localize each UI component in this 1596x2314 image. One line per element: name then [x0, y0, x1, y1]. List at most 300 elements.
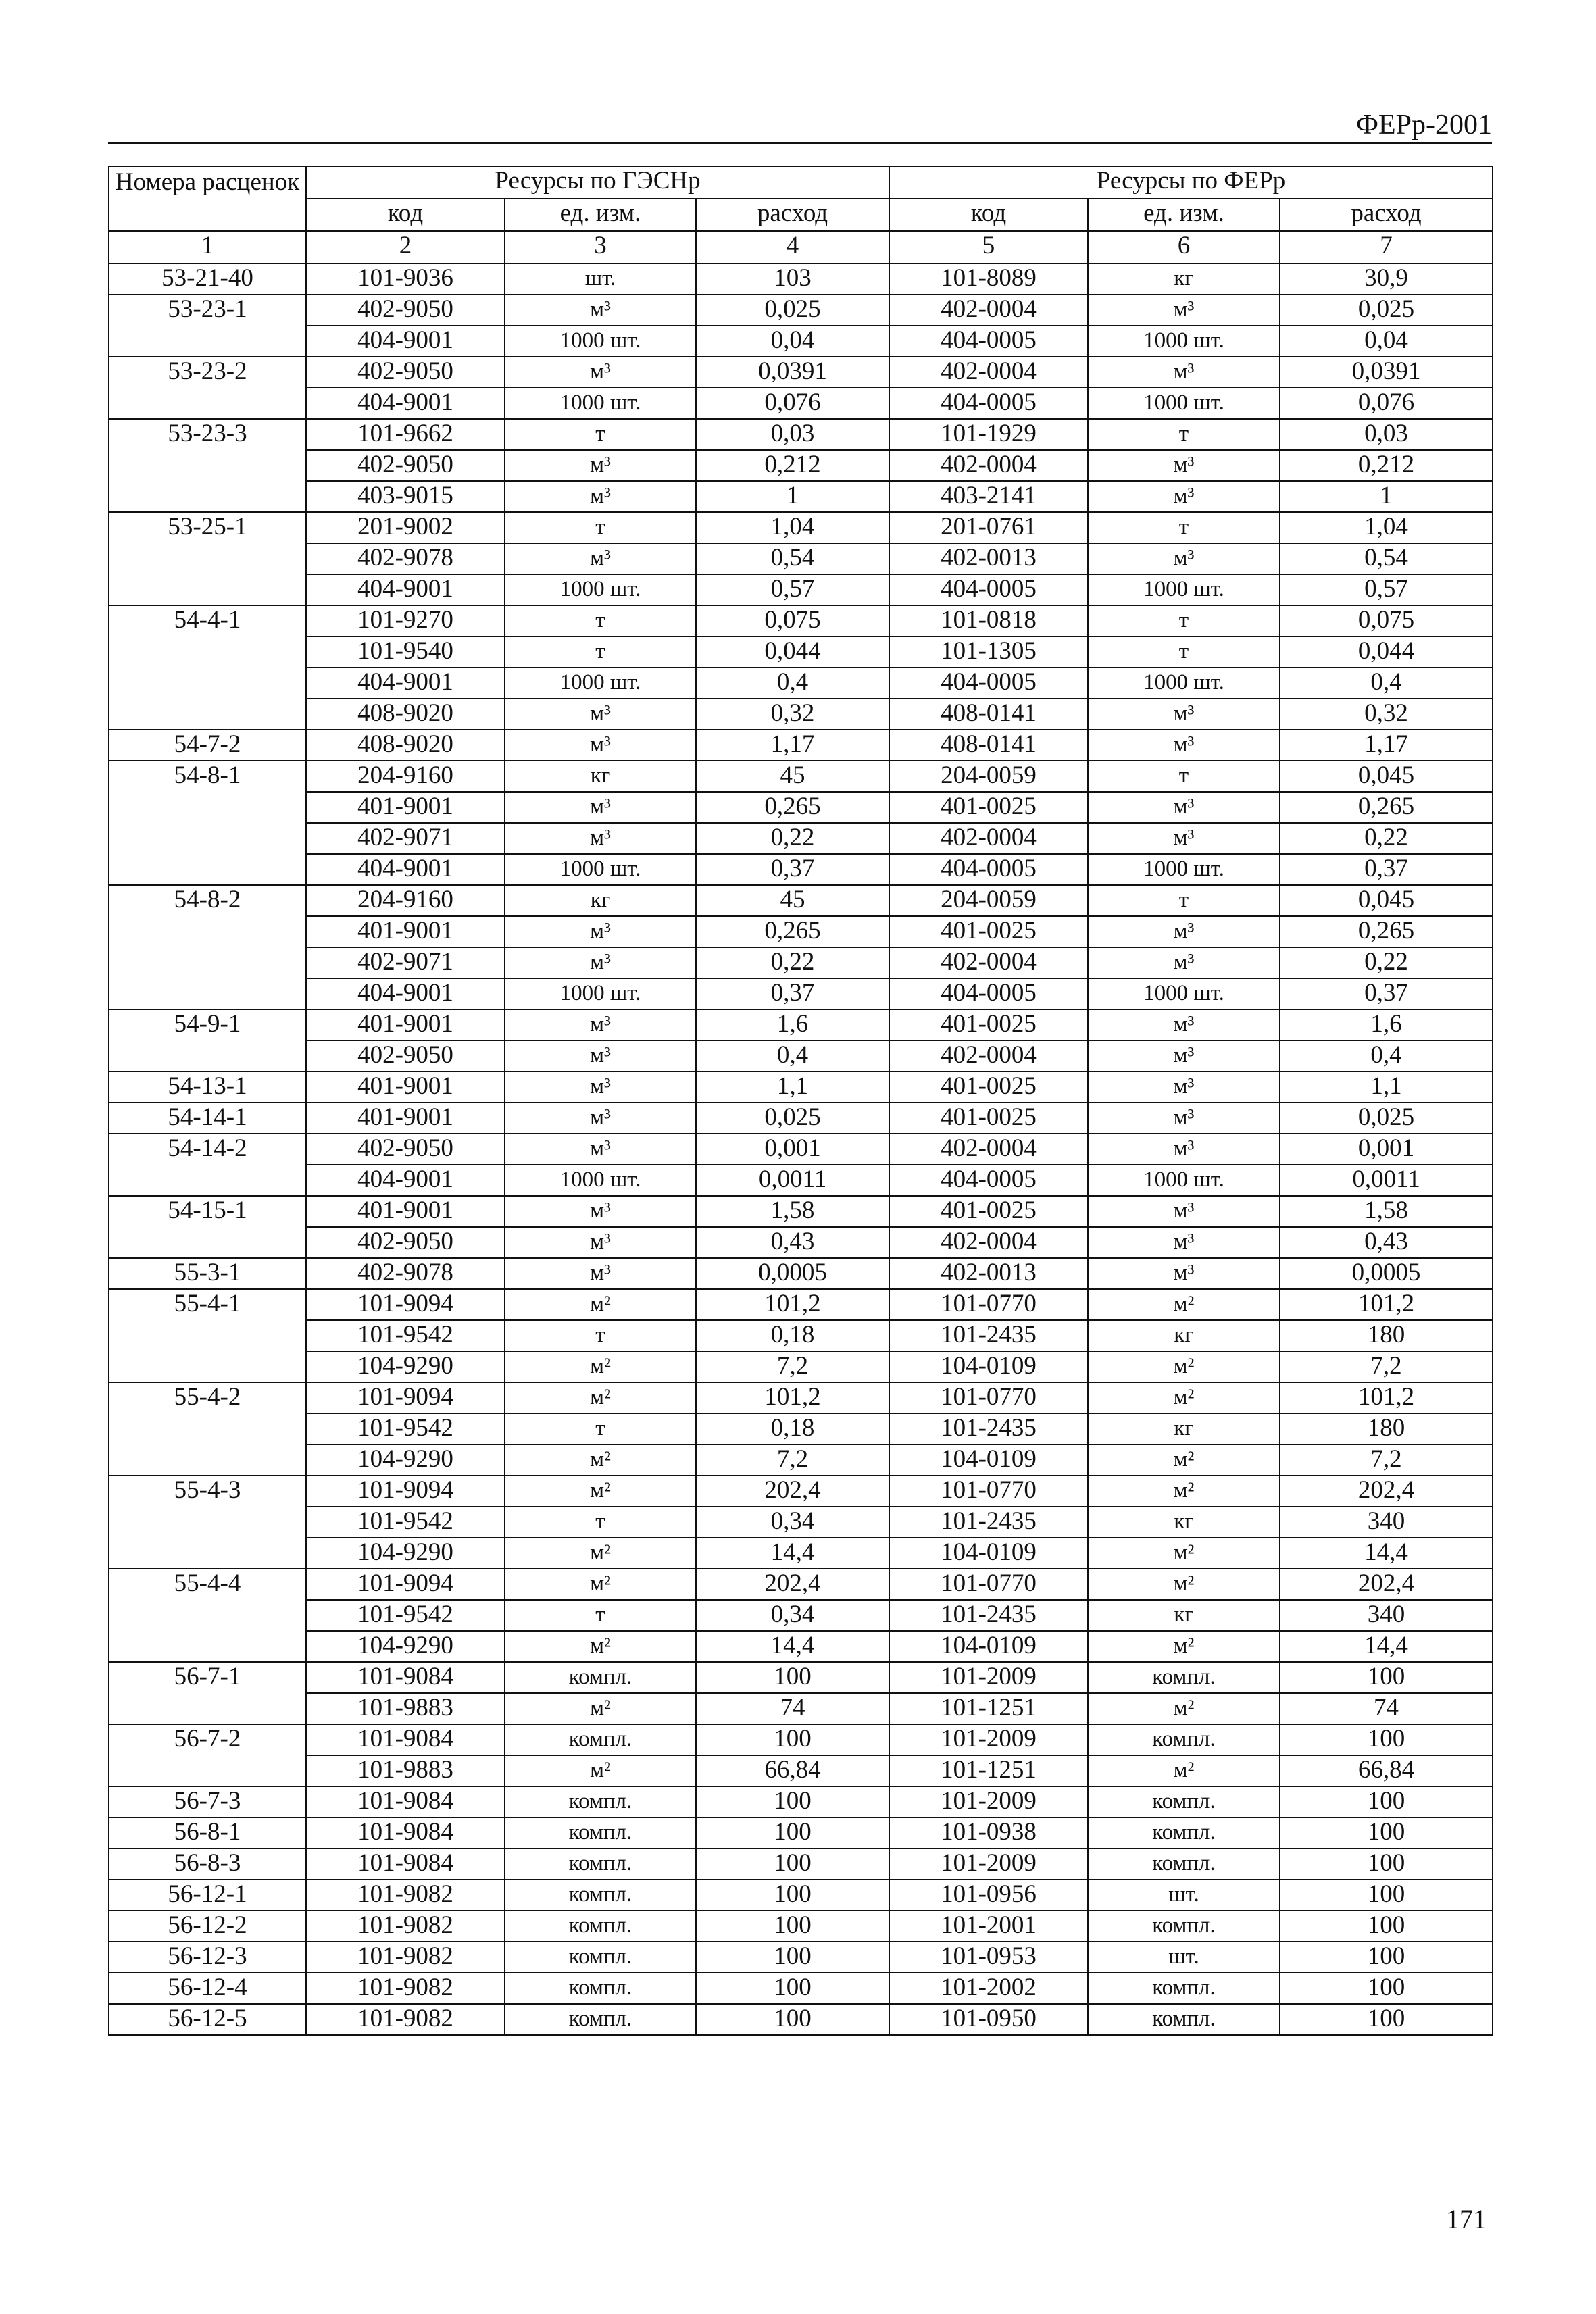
fer-unit-cell: кг: [1088, 263, 1280, 295]
fer-code-cell: 101-0956: [889, 1880, 1088, 1911]
fer-usage-cell: 0,4: [1280, 1040, 1493, 1072]
fer-unit-cell: м²: [1088, 1755, 1280, 1786]
column-number: 3: [505, 231, 696, 263]
fer-code-cell: 401-0025: [889, 792, 1088, 823]
rate-number-cell: 53-23-3: [109, 419, 306, 512]
gesn-unit-cell: м²: [505, 1538, 696, 1569]
table-row: [109, 1258, 1493, 1289]
gesn-code-cell: 402-9050: [306, 295, 505, 326]
fer-code-cell: 101-1929: [889, 419, 1088, 450]
fer-code-cell: 101-2435: [889, 1600, 1088, 1631]
table-row: [109, 1600, 1493, 1631]
gesn-code-cell: 401-9001: [306, 792, 505, 823]
table-row: [109, 1755, 1493, 1786]
gesn-unit-cell: м³: [505, 481, 696, 512]
fer-code-cell: 101-0770: [889, 1569, 1088, 1600]
gesn-usage-cell: 0,37: [696, 978, 889, 1009]
table-row: [109, 295, 1493, 326]
fer-code-cell: 402-0004: [889, 1040, 1088, 1072]
gesn-usage-header: расход: [696, 199, 889, 231]
table-row: [109, 1817, 1493, 1848]
fer-usage-cell: 1,58: [1280, 1196, 1493, 1227]
page-number: 171: [1446, 2204, 1487, 2234]
gesn-usage-cell: 101,2: [696, 1382, 889, 1413]
rate-number-cell: 54-15-1: [109, 1196, 306, 1258]
fer-unit-cell: т: [1088, 636, 1280, 668]
fer-unit-cell: м³: [1088, 947, 1280, 978]
resources-table: [108, 166, 1493, 2036]
fer-code-cell: 402-0004: [889, 947, 1088, 978]
fer-code-cell: 401-0025: [889, 1196, 1088, 1227]
table-row: [109, 885, 1493, 916]
gesn-unit-cell: компл.: [505, 1911, 696, 1942]
fer-usage-cell: 7,2: [1280, 1444, 1493, 1476]
gesn-unit-cell: м³: [505, 357, 696, 388]
gesn-usage-cell: 1,58: [696, 1196, 889, 1227]
fer-unit-cell: компл.: [1088, 1662, 1280, 1693]
gesn-code-cell: 101-9542: [306, 1600, 505, 1631]
column-number: 2: [306, 231, 505, 263]
fer-code-cell: 101-2009: [889, 1848, 1088, 1880]
gesn-unit-cell: компл.: [505, 1848, 696, 1880]
gesn-code-cell: 204-9160: [306, 761, 505, 792]
gesn-code-cell: 401-9001: [306, 1196, 505, 1227]
rate-number-cell: 54-7-2: [109, 730, 306, 761]
fer-code-cell: 101-0818: [889, 605, 1088, 636]
fer-unit-cell: т: [1088, 885, 1280, 916]
table-row: [109, 1382, 1493, 1413]
gesn-code-cell: 402-9071: [306, 947, 505, 978]
fer-unit-cell: кг: [1088, 1320, 1280, 1351]
gesn-code-cell: 402-9071: [306, 823, 505, 854]
gesn-unit-cell: м³: [505, 543, 696, 574]
gesn-unit-cell: м³: [505, 699, 696, 730]
gesn-code-cell: 401-9001: [306, 1009, 505, 1040]
fer-code-cell: 402-0004: [889, 1227, 1088, 1258]
fer-unit-cell: м³: [1088, 1040, 1280, 1072]
table-row: [109, 419, 1493, 450]
fer-unit-cell: м²: [1088, 1476, 1280, 1507]
fer-code-cell: 104-0109: [889, 1444, 1088, 1476]
gesn-code-cell: 101-9082: [306, 1973, 505, 2004]
fer-code-cell: 404-0005: [889, 668, 1088, 699]
fer-usage-cell: 100: [1280, 1911, 1493, 1942]
gesn-code-cell: 404-9001: [306, 388, 505, 419]
fer-code-cell: 101-2009: [889, 1786, 1088, 1817]
rate-number-cell: 56-12-3: [109, 1942, 306, 1973]
gesn-code-cell: 401-9001: [306, 1072, 505, 1103]
fer-usage-cell: 0,025: [1280, 295, 1493, 326]
gesn-usage-cell: 0,265: [696, 916, 889, 947]
gesn-unit-cell: компл.: [505, 1724, 696, 1755]
gesn-code-cell: 402-9050: [306, 1227, 505, 1258]
gesn-code-cell: 404-9001: [306, 978, 505, 1009]
table-row: [109, 263, 1493, 295]
fer-usage-cell: 66,84: [1280, 1755, 1493, 1786]
gesn-unit-cell: т: [505, 1320, 696, 1351]
fer-code-cell: 101-0770: [889, 1476, 1088, 1507]
fer-usage-cell: 1,17: [1280, 730, 1493, 761]
rate-number-cell: 54-14-2: [109, 1134, 306, 1196]
fer-code-cell: 101-0770: [889, 1289, 1088, 1320]
gesn-code-cell: 101-9094: [306, 1569, 505, 1600]
fer-usage-cell: 1,6: [1280, 1009, 1493, 1040]
fer-unit-cell: м³: [1088, 1009, 1280, 1040]
fer-usage-cell: 100: [1280, 2004, 1493, 2035]
fer-usage-cell: 0,37: [1280, 978, 1493, 1009]
gesn-code-cell: 101-9883: [306, 1693, 505, 1724]
rate-number-cell: 56-7-1: [109, 1662, 306, 1724]
gesn-unit-cell: м²: [505, 1382, 696, 1413]
table-row: [109, 1911, 1493, 1942]
rate-number-cell: 56-12-4: [109, 1973, 306, 2004]
gesn-usage-cell: 14,4: [696, 1631, 889, 1662]
table-row: [109, 2004, 1493, 2035]
column-number: 5: [889, 231, 1088, 263]
gesn-code-cell: 104-9290: [306, 1351, 505, 1382]
column-number: 4: [696, 231, 889, 263]
rate-number-cell: 56-12-1: [109, 1880, 306, 1911]
gesn-unit-cell: т: [505, 512, 696, 543]
gesn-code-cell: 101-9082: [306, 1911, 505, 1942]
gesn-unit-cell: компл.: [505, 1973, 696, 2004]
table-row: [109, 481, 1493, 512]
table-row: [109, 1351, 1493, 1382]
gesn-unit-cell: м³: [505, 823, 696, 854]
gesn-usage-cell: 0,044: [696, 636, 889, 668]
fer-usage-cell: 100: [1280, 1848, 1493, 1880]
rate-number-cell: 56-7-3: [109, 1786, 306, 1817]
fer-code-cell: 402-0004: [889, 823, 1088, 854]
fer-code-cell: 408-0141: [889, 699, 1088, 730]
table-row: [109, 1072, 1493, 1103]
gesn-unit-cell: м³: [505, 1134, 696, 1165]
gesn-unit-cell: компл.: [505, 1880, 696, 1911]
fer-usage-cell: 0,32: [1280, 699, 1493, 730]
fer-usage-cell: 0,076: [1280, 388, 1493, 419]
fer-usage-cell: 7,2: [1280, 1351, 1493, 1382]
gesn-usage-cell: 0,0391: [696, 357, 889, 388]
gesn-code-cell: 408-9020: [306, 699, 505, 730]
fer-code-header: код: [889, 199, 1088, 231]
gesn-usage-cell: 1: [696, 481, 889, 512]
table-row: [109, 605, 1493, 636]
fer-code-cell: 402-0004: [889, 450, 1088, 481]
gesn-code-cell: 101-9094: [306, 1289, 505, 1320]
gesn-usage-cell: 100: [696, 1724, 889, 1755]
gesn-unit-cell: м²: [505, 1569, 696, 1600]
table-row: [109, 730, 1493, 761]
table-row: [109, 450, 1493, 481]
gesn-usage-cell: 74: [696, 1693, 889, 1724]
rate-number-cell: 53-21-40: [109, 263, 306, 295]
gesn-usage-cell: 0,18: [696, 1320, 889, 1351]
fer-code-cell: 104-0109: [889, 1538, 1088, 1569]
fer-code-cell: 101-2009: [889, 1662, 1088, 1693]
gesn-code-cell: 401-9001: [306, 1103, 505, 1134]
fer-code-cell: 101-2001: [889, 1911, 1088, 1942]
fer-usage-cell: 0,045: [1280, 761, 1493, 792]
fer-unit-cell: шт.: [1088, 1942, 1280, 1973]
fer-code-cell: 201-0761: [889, 512, 1088, 543]
fer-code-cell: 402-0004: [889, 1134, 1088, 1165]
gesn-code-cell: 402-9050: [306, 1134, 505, 1165]
fer-unit-cell: компл.: [1088, 1911, 1280, 1942]
gesn-usage-cell: 0,025: [696, 295, 889, 326]
fer-usage-cell: 0,0391: [1280, 357, 1493, 388]
fer-unit-cell: м²: [1088, 1569, 1280, 1600]
gesn-unit-cell: 1000 шт.: [505, 326, 696, 357]
rate-number-cell: 55-4-1: [109, 1289, 306, 1382]
fer-unit-cell: м³: [1088, 357, 1280, 388]
gesn-usage-cell: 0,03: [696, 419, 889, 450]
rate-number-cell: 55-4-4: [109, 1569, 306, 1662]
gesn-usage-cell: 100: [696, 1848, 889, 1880]
gesn-unit-cell: м³: [505, 1072, 696, 1103]
fer-usage-cell: 74: [1280, 1693, 1493, 1724]
gesn-unit-cell: компл.: [505, 1817, 696, 1848]
gesn-usage-cell: 66,84: [696, 1755, 889, 1786]
table-row: [109, 1413, 1493, 1444]
gesn-unit-cell: м²: [505, 1351, 696, 1382]
document-code: ФЕРр-2001: [1355, 109, 1492, 141]
fer-code-cell: 401-0025: [889, 1103, 1088, 1134]
gesn-usage-cell: 0,32: [696, 699, 889, 730]
fer-unit-cell: т: [1088, 605, 1280, 636]
gesn-code-cell: 104-9290: [306, 1444, 505, 1476]
gesn-unit-cell: т: [505, 1413, 696, 1444]
gesn-code-cell: 101-9084: [306, 1662, 505, 1693]
fer-unit-cell: компл.: [1088, 1973, 1280, 2004]
fer-code-cell: 404-0005: [889, 978, 1088, 1009]
gesn-unit-cell: м²: [505, 1631, 696, 1662]
rate-number-cell: 54-9-1: [109, 1009, 306, 1072]
gesn-code-cell: 101-9082: [306, 1880, 505, 1911]
fer-unit-cell: компл.: [1088, 1817, 1280, 1848]
fer-code-cell: 408-0141: [889, 730, 1088, 761]
fer-usage-cell: 100: [1280, 1880, 1493, 1911]
gesn-usage-cell: 100: [696, 1880, 889, 1911]
fer-code-cell: 204-0059: [889, 761, 1088, 792]
gesn-usage-cell: 7,2: [696, 1351, 889, 1382]
gesn-code-cell: 404-9001: [306, 854, 505, 885]
gesn-usage-cell: 202,4: [696, 1476, 889, 1507]
fer-unit-cell: т: [1088, 512, 1280, 543]
fer-usage-cell: 0,57: [1280, 574, 1493, 605]
rates-header: Номера расценок: [109, 166, 306, 231]
fer-unit-cell: м³: [1088, 823, 1280, 854]
fer-usage-header: расход: [1280, 199, 1493, 231]
gesn-unit-cell: м³: [505, 947, 696, 978]
gesn-unit-cell: 1000 шт.: [505, 1165, 696, 1196]
gesn-usage-cell: 100: [696, 2004, 889, 2035]
fer-unit-cell: шт.: [1088, 1880, 1280, 1911]
fer-usage-cell: 202,4: [1280, 1476, 1493, 1507]
fer-code-cell: 204-0059: [889, 885, 1088, 916]
fer-code-cell: 101-0953: [889, 1942, 1088, 1973]
table-row: [109, 792, 1493, 823]
gesn-code-cell: 402-9050: [306, 1040, 505, 1072]
fer-unit-cell: м³: [1088, 699, 1280, 730]
gesn-code-cell: 201-9002: [306, 512, 505, 543]
rate-number-cell: 54-8-2: [109, 885, 306, 1009]
gesn-usage-cell: 101,2: [696, 1289, 889, 1320]
fer-unit-cell: 1000 шт.: [1088, 854, 1280, 885]
fer-unit-cell: м³: [1088, 916, 1280, 947]
fer-code-cell: 404-0005: [889, 1165, 1088, 1196]
fer-unit-cell: т: [1088, 419, 1280, 450]
table-row: [109, 1724, 1493, 1755]
gesn-code-cell: 408-9020: [306, 730, 505, 761]
rate-number-cell: 54-14-1: [109, 1103, 306, 1134]
fer-unit-cell: 1000 шт.: [1088, 668, 1280, 699]
gesn-unit-cell: м²: [505, 1755, 696, 1786]
rate-number-cell: 56-12-2: [109, 1911, 306, 1942]
fer-code-cell: 402-0004: [889, 295, 1088, 326]
fer-usage-cell: 0,0011: [1280, 1165, 1493, 1196]
gesn-usage-cell: 0,57: [696, 574, 889, 605]
rate-number-cell: 53-23-2: [109, 357, 306, 419]
fer-code-cell: 402-0013: [889, 543, 1088, 574]
fer-code-cell: 101-0938: [889, 1817, 1088, 1848]
gesn-usage-cell: 1,6: [696, 1009, 889, 1040]
table-body: [109, 263, 1493, 2035]
fer-usage-cell: 0,03: [1280, 419, 1493, 450]
table-row: [109, 512, 1493, 543]
gesn-code-cell: 404-9001: [306, 668, 505, 699]
table-row: [109, 1476, 1493, 1507]
gesn-unit-cell: м³: [505, 730, 696, 761]
fer-unit-cell: т: [1088, 761, 1280, 792]
gesn-unit-cell: 1000 шт.: [505, 388, 696, 419]
gesn-code-cell: 402-9078: [306, 1258, 505, 1289]
fer-unit-cell: компл.: [1088, 2004, 1280, 2035]
gesn-code-cell: 101-9883: [306, 1755, 505, 1786]
fer-usage-cell: 101,2: [1280, 1382, 1493, 1413]
gesn-usage-cell: 0,54: [696, 543, 889, 574]
gesn-usage-cell: 0,025: [696, 1103, 889, 1134]
fer-usage-cell: 0,265: [1280, 792, 1493, 823]
gesn-usage-cell: 1,04: [696, 512, 889, 543]
gesn-unit-cell: кг: [505, 885, 696, 916]
fer-unit-cell: м³: [1088, 1103, 1280, 1134]
fer-code-cell: 403-2141: [889, 481, 1088, 512]
fer-usage-cell: 100: [1280, 1662, 1493, 1693]
fer-usage-cell: 1,04: [1280, 512, 1493, 543]
column-number: 1: [109, 231, 306, 263]
table-row: [109, 854, 1493, 885]
fer-unit-cell: м²: [1088, 1693, 1280, 1724]
table-row: [109, 357, 1493, 388]
table-header: [109, 166, 1493, 263]
fer-unit-header: ед. изм.: [1088, 199, 1280, 231]
gesn-unit-cell: компл.: [505, 1786, 696, 1817]
gesn-code-cell: 101-9094: [306, 1476, 505, 1507]
gesn-usage-cell: 0,43: [696, 1227, 889, 1258]
table-row: [109, 1631, 1493, 1662]
gesn-unit-cell: 1000 шт.: [505, 978, 696, 1009]
table-row: [109, 1507, 1493, 1538]
gesn-unit-cell: м³: [505, 1227, 696, 1258]
fer-usage-cell: 0,0005: [1280, 1258, 1493, 1289]
fer-code-cell: 101-2435: [889, 1320, 1088, 1351]
rate-number-cell: 53-25-1: [109, 512, 306, 605]
fer-unit-cell: м²: [1088, 1351, 1280, 1382]
gesn-usage-cell: 45: [696, 885, 889, 916]
table-row: [109, 543, 1493, 574]
gesn-unit-cell: шт.: [505, 263, 696, 295]
fer-code-cell: 101-2002: [889, 1973, 1088, 2004]
rate-number-cell: 54-13-1: [109, 1072, 306, 1103]
rate-number-cell: 56-12-5: [109, 2004, 306, 2035]
gesn-unit-cell: т: [505, 1507, 696, 1538]
gesn-usage-cell: 0,34: [696, 1507, 889, 1538]
fer-code-cell: 101-0770: [889, 1382, 1088, 1413]
running-header: [108, 108, 1492, 144]
fer-unit-cell: м²: [1088, 1382, 1280, 1413]
fer-unit-cell: кг: [1088, 1413, 1280, 1444]
gesn-unit-cell: кг: [505, 761, 696, 792]
gesn-code-cell: 101-9082: [306, 2004, 505, 2035]
table-row: [109, 1320, 1493, 1351]
gesn-code-cell: 101-9084: [306, 1817, 505, 1848]
rate-number-cell: 55-4-2: [109, 1382, 306, 1476]
gesn-unit-cell: т: [505, 1600, 696, 1631]
gesn-usage-cell: 100: [696, 1942, 889, 1973]
rate-number-cell: 54-8-1: [109, 761, 306, 885]
rate-number-cell: 53-23-1: [109, 295, 306, 357]
table-row: [109, 1444, 1493, 1476]
table-row: [109, 668, 1493, 699]
fer-unit-cell: 1000 шт.: [1088, 978, 1280, 1009]
gesn-unit-cell: м³: [505, 1040, 696, 1072]
table-row: [109, 1662, 1493, 1693]
gesn-code-cell: 404-9001: [306, 326, 505, 357]
gesn-usage-cell: 100: [696, 1911, 889, 1942]
fer-unit-cell: м³: [1088, 792, 1280, 823]
table-row: [109, 1289, 1493, 1320]
fer-usage-cell: 100: [1280, 1817, 1493, 1848]
gesn-usage-cell: 0,212: [696, 450, 889, 481]
gesn-unit-cell: т: [505, 605, 696, 636]
fer-usage-cell: 0,4: [1280, 668, 1493, 699]
fer-unit-cell: компл.: [1088, 1786, 1280, 1817]
table-row: [109, 699, 1493, 730]
fer-resources-header: Ресурсы по ФЕРр: [889, 166, 1493, 199]
gesn-unit-cell: м²: [505, 1444, 696, 1476]
fer-code-cell: 401-0025: [889, 1072, 1088, 1103]
fer-unit-cell: м²: [1088, 1538, 1280, 1569]
table-row: [109, 1103, 1493, 1134]
gesn-unit-cell: компл.: [505, 2004, 696, 2035]
fer-usage-cell: 0,54: [1280, 543, 1493, 574]
rate-number-cell: 55-3-1: [109, 1258, 306, 1289]
gesn-usage-cell: 1,1: [696, 1072, 889, 1103]
gesn-usage-cell: 100: [696, 1817, 889, 1848]
fer-code-cell: 104-0109: [889, 1351, 1088, 1382]
gesn-code-cell: 101-9084: [306, 1724, 505, 1755]
rate-number-cell: 55-4-3: [109, 1476, 306, 1569]
gesn-code-cell: 204-9160: [306, 885, 505, 916]
fer-unit-cell: м²: [1088, 1289, 1280, 1320]
fer-usage-cell: 1: [1280, 481, 1493, 512]
fer-usage-cell: 0,43: [1280, 1227, 1493, 1258]
gesn-code-cell: 104-9290: [306, 1538, 505, 1569]
fer-unit-cell: компл.: [1088, 1724, 1280, 1755]
fer-usage-cell: 180: [1280, 1413, 1493, 1444]
gesn-usage-cell: 7,2: [696, 1444, 889, 1476]
fer-unit-cell: компл.: [1088, 1848, 1280, 1880]
